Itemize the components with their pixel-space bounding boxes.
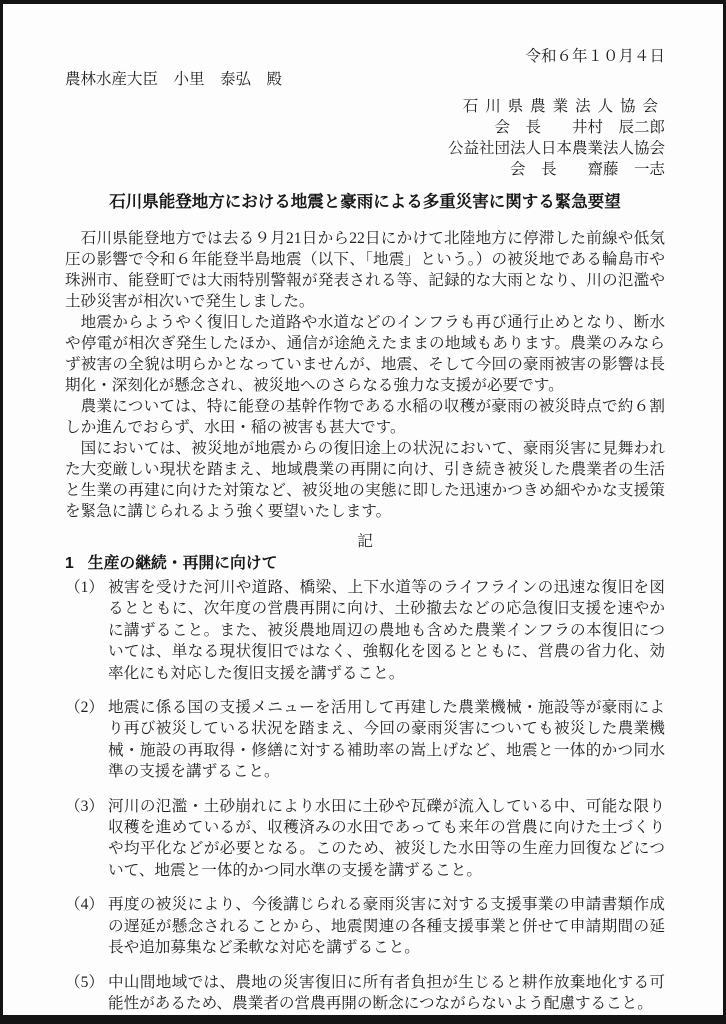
letter-date: 令和６年１０月４日	[525, 48, 665, 65]
body-paragraph: 石川県能登地方では去る９月21日から22日にかけて北陸地方に停滞した前線や低気圧の影響で令和６年能登半島地震（以下、「地震」という。）の被災地である輪島市や珠洲市、能登町では大雨特別警報が発表される等、記録的な大雨となり、川の氾濫や土砂災害が相次いで発生しました。	[65, 230, 665, 310]
section-heading	[65, 553, 665, 575]
item-marker: （2）	[65, 699, 104, 717]
item-text: 中山間地域では、農地の災害復旧に所有者負担が生じると耕作放棄地化する可能性があるため、農業者の営農再開の断念につながらないよう配慮すること。	[108, 973, 665, 1012]
sender-block	[65, 96, 665, 180]
section-heading-text: 生産の継続・再開に向けて	[87, 555, 278, 572]
item-marker: （5）	[65, 973, 104, 991]
item-text: 地震に係る国の支援メニューを活用して再建した農業機械・施設等が豪雨により再び被災している状況を踏まえ、今回の豪雨災害についても被災した農業機械・施設の再取得・修繕に対する補助率の嵩上げなど、地震と一体的かつ同水準の支援を講ずること。	[108, 699, 665, 781]
item-text: 河川の氾濫・土砂崩れにより水田に土砂や瓦礫が流入している中、可能な限り収穫を進めているが、収穫済みの水田であっても来年の営農に向けた土づくりや均平化などが必要となる。このため、被災した水田等の生産力回復などについて、地震と一体的かつ同水準の支援を講ずること。	[108, 797, 665, 879]
record-marker: 記	[357, 533, 373, 550]
document-title: 石川県能登地方における地震と豪雨による多重災害に関する緊急要望	[109, 193, 621, 211]
item-marker: （1）	[65, 579, 104, 596]
sender-rep-1: 会 長 井村 辰二郎	[494, 119, 665, 136]
body-paragraph: 国においては、被災地が地震からの復旧途上の状況において、豪雨災害に見舞われた大変厳しい現状を踏まえ、地域農業の再開に向け、引き続き被災した農業者の生活と生業の再建に向けた対策など、被災地の実態に即した迅速かつきめ細やかな支援策を緊急に講じられるよう強く要望いたします。	[65, 440, 665, 520]
item-text: 再度の被災により、今後講じられる豪雨災害に対する支援事業の申請書類作成の遅延が懸念されることから、地震関連の各種支援事業と併せて申請期間の延長や追加募集など柔軟な対応を講ずること。	[108, 896, 665, 957]
request-item	[65, 697, 665, 783]
request-items	[65, 577, 665, 1014]
sender-org-2: 公益社団法人日本農業法人協会	[447, 140, 665, 157]
document-content	[3, 4, 723, 1014]
body-paragraph: 地震からようやく復旧した道路や水道などのインフラも再び通行止めとなり、断水や停電が相次ぎ発生したほか、通信が途絶えたままの地域もあります。農業のみならず被害の全貌は明らかとなっていませんが、地震、そして今回の豪雨被害の影響は長期化・深刻化が懸念され、被災地へのさらなる強力な支援が必要です。	[65, 314, 665, 394]
section-number: 1	[65, 555, 74, 572]
request-item	[65, 577, 665, 684]
sender-org-1: 石川県農業法人協会	[462, 98, 665, 115]
item-marker: （4）	[65, 896, 104, 914]
addressee-line: 農林水産大臣 小里 泰弘 殿	[65, 71, 283, 88]
letter-body	[65, 228, 665, 522]
request-item	[65, 972, 665, 1015]
sender-rep-2: 会 長 齋藤 一志	[509, 161, 665, 178]
request-item	[65, 894, 665, 958]
item-marker: （3）	[65, 797, 104, 815]
request-item	[65, 796, 665, 882]
item-text: 被害を受けた河川や道路、橋梁、上下水道等のライフラインの迅速な復旧を図るとともに、次年度の営農再開に向け、土砂撤去などの応急復旧支援を速やかに講ずること。また、被災農地周辺の農地も含めた農業インフラの本復旧については、単なる現状復旧ではなく、強靱化を図るとともに、営農の省力化、効率化にも対応した復旧支援を講ずること。	[108, 579, 665, 682]
body-paragraph: 農業については、特に能登の基幹作物である水稲の収穫が豪雨の被災時点で約６割しか進んでおらず、水田・稲の被害も甚大です。	[65, 398, 665, 436]
